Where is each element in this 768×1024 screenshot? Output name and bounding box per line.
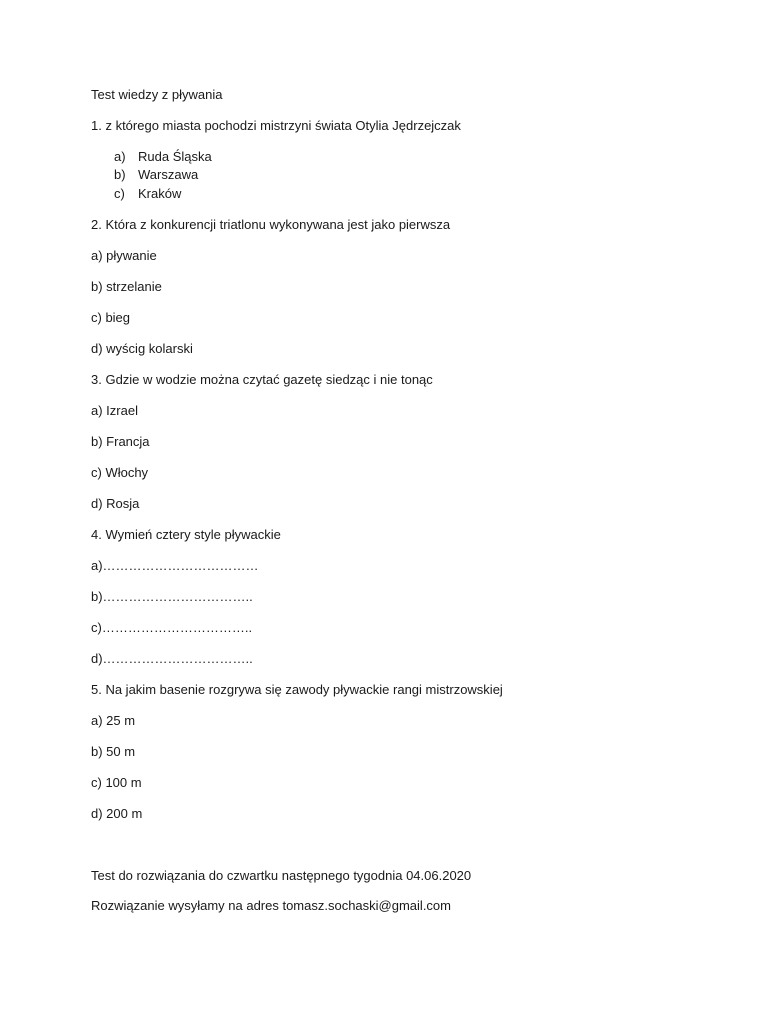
- q1-option-a-letter: a): [114, 149, 126, 164]
- q2-option-c: c) bieg: [91, 310, 131, 325]
- q4-answer-line-d: d)……………………………..: [91, 651, 253, 666]
- q1-option-b-letter: b): [114, 167, 126, 182]
- q5-option-c: c) 100 m: [91, 775, 142, 790]
- q3-option-d: d) Rosja: [91, 496, 140, 511]
- submission-note: Rozwiązanie wysyłamy na adres tomasz.sochaski@gmail.com: [91, 898, 451, 913]
- q4-answer-line-c: c)……………………………..: [91, 620, 253, 635]
- q1-option-a-text: Ruda Śląska: [138, 149, 212, 164]
- q1-option-b-text: Warszawa: [138, 167, 199, 182]
- q4-answer-line-b: b)……………………………..: [91, 589, 253, 604]
- deadline-note: Test do rozwiązania do czwartku następnego tygodnia 04.06.2020: [91, 868, 472, 883]
- document-title: Test wiedzy z pływania: [91, 87, 223, 102]
- q4-answer-line-a: a)………………………………: [91, 558, 259, 573]
- question-2: 2. Która z konkurencji triatlonu wykonywana jest jako pierwsza: [91, 217, 451, 232]
- q2-option-b: b) strzelanie: [91, 279, 162, 294]
- q5-option-a: a) 25 m: [91, 713, 136, 728]
- question-3: 3. Gdzie w wodzie można czytać gazetę siedząc i nie tonąc: [91, 372, 433, 387]
- q3-option-a: a) Izrael: [91, 403, 138, 418]
- q3-option-b: b) Francja: [91, 434, 150, 449]
- q1-option-c-text: Kraków: [138, 186, 182, 201]
- q3-option-c: c) Włochy: [91, 465, 149, 480]
- question-4: 4. Wymień cztery style pływackie: [91, 527, 281, 542]
- q5-option-d: d) 200 m: [91, 806, 143, 821]
- q2-option-a: a) pływanie: [91, 248, 157, 263]
- question-5: 5. Na jakim basenie rozgrywa się zawody pływackie rangi mistrzowskiej: [91, 682, 503, 697]
- q5-option-b: b) 50 m: [91, 744, 136, 759]
- q1-option-c-letter: c): [114, 186, 125, 201]
- q2-option-d: d) wyścig kolarski: [91, 341, 193, 356]
- question-1: 1. z którego miasta pochodzi mistrzyni świata Otylia Jędrzejczak: [91, 118, 461, 133]
